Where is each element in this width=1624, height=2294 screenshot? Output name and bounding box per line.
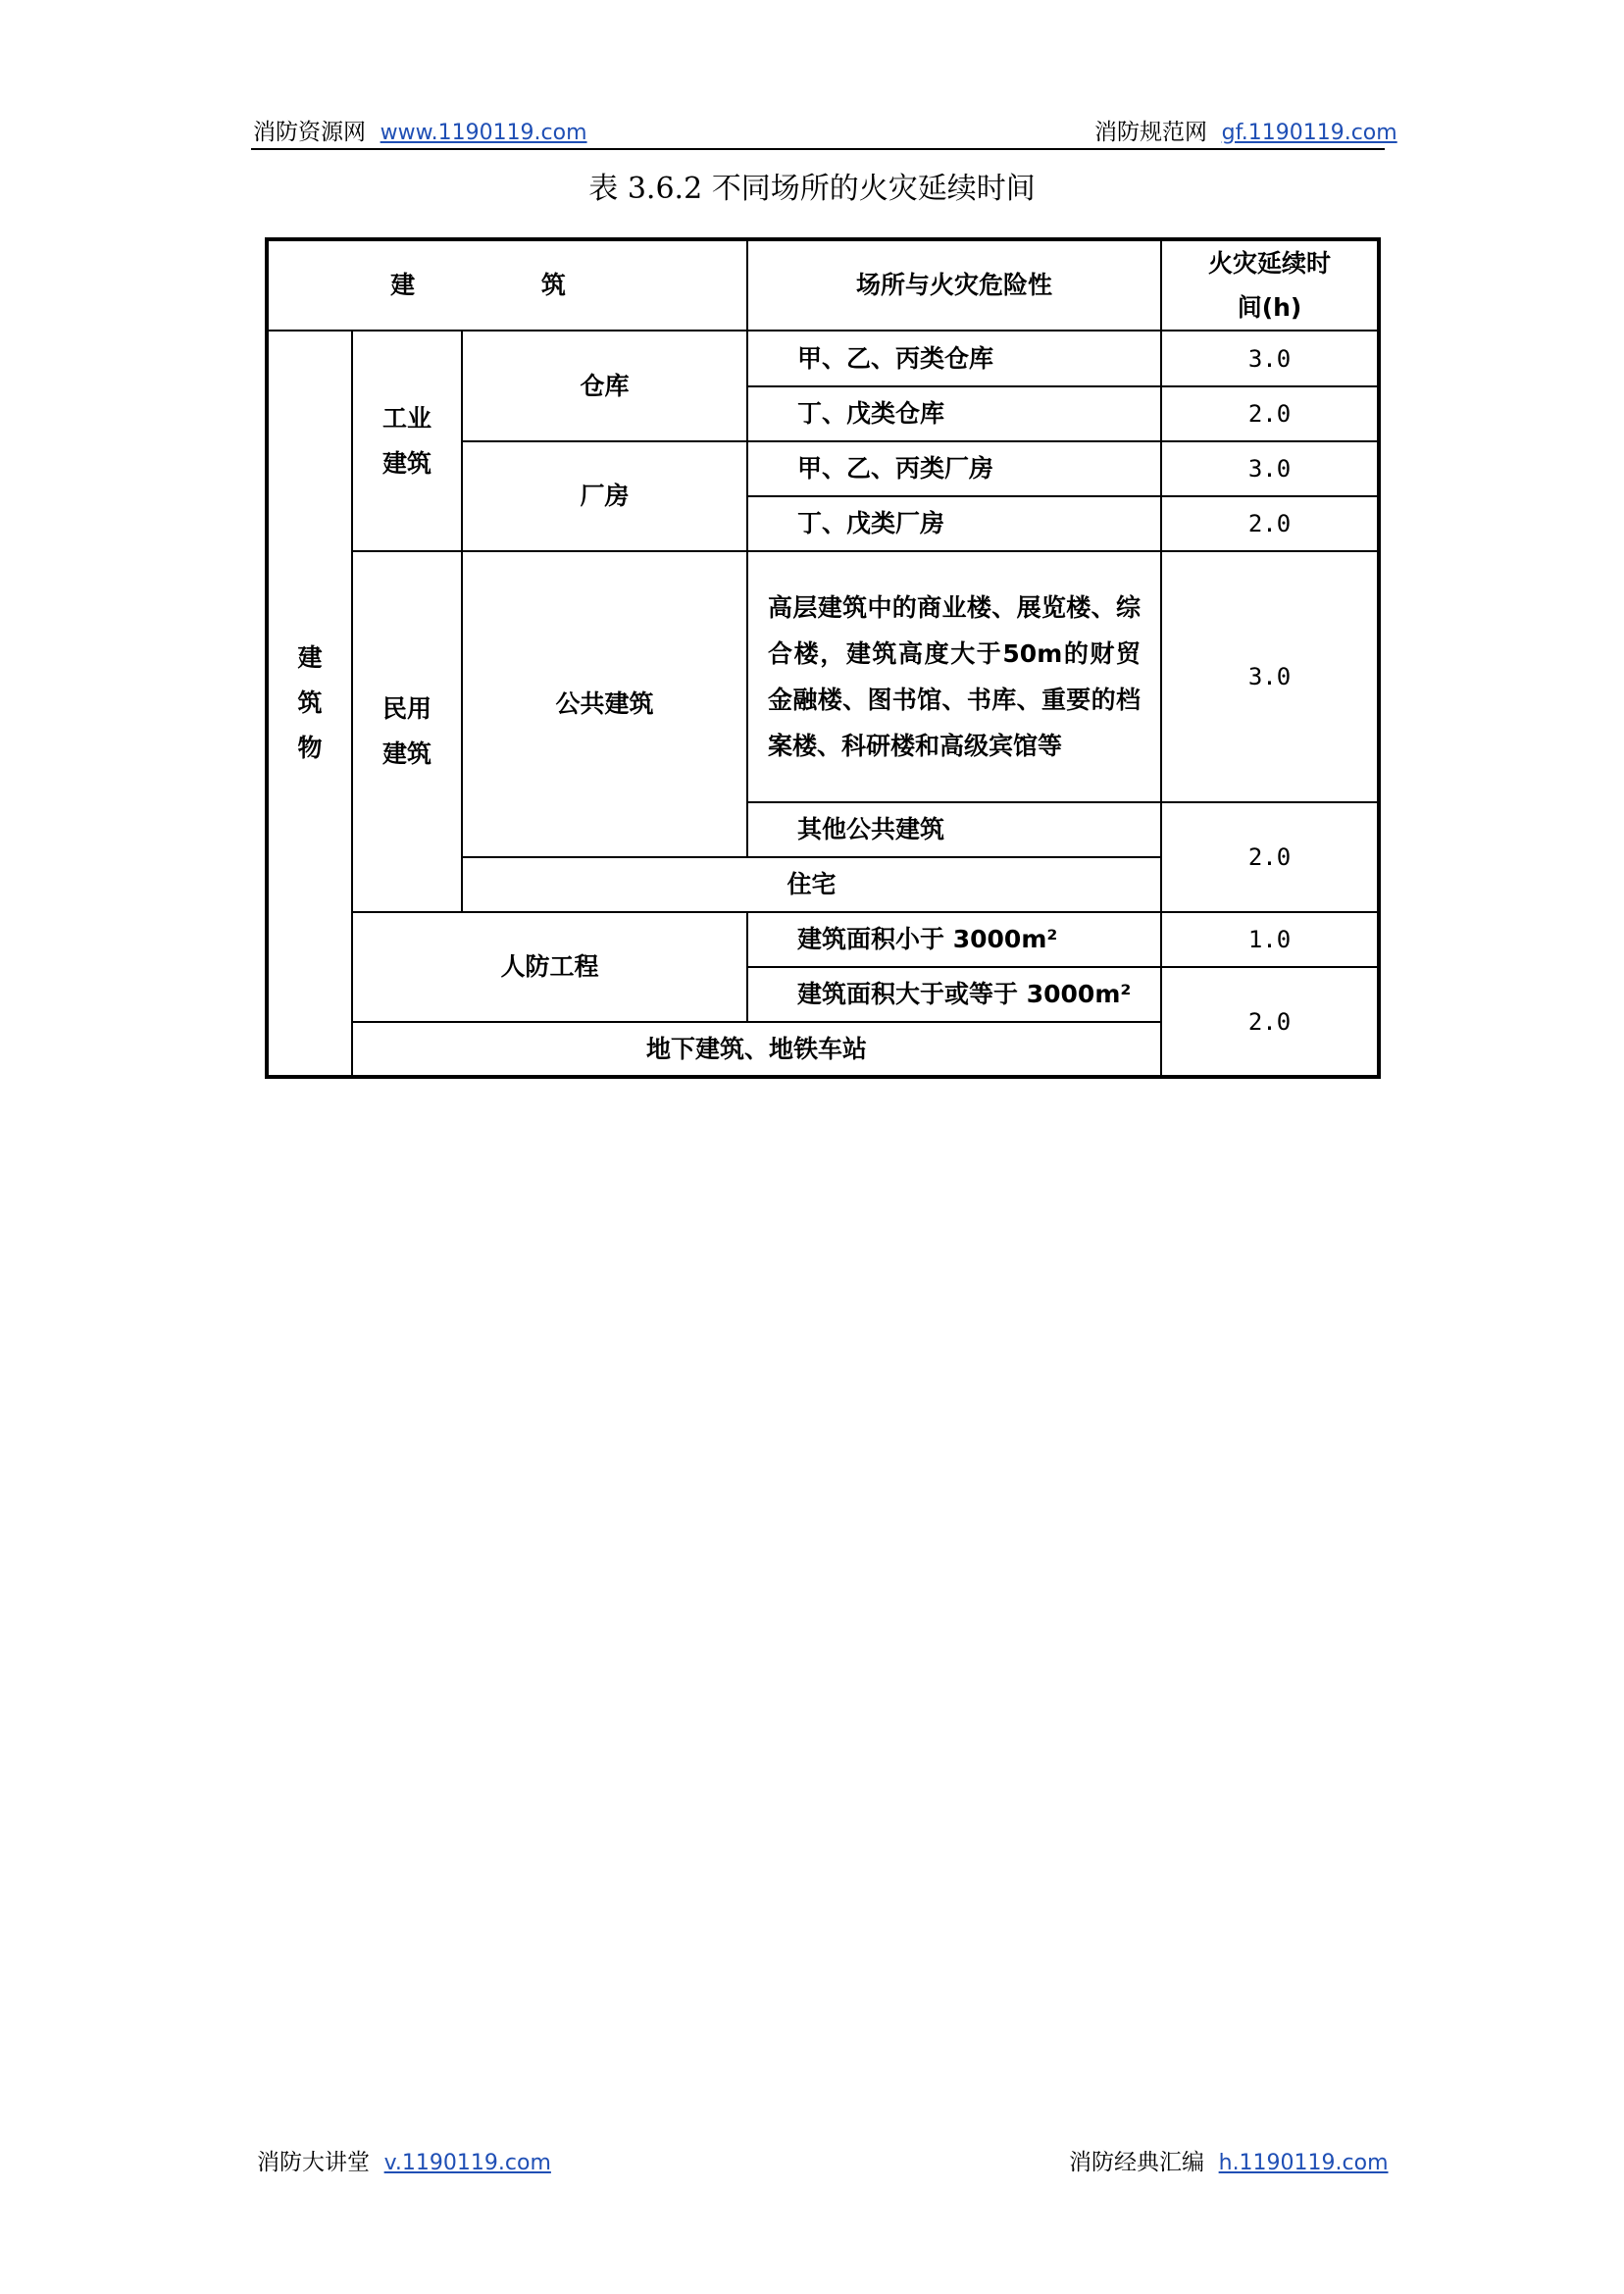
header-left-site-name: 消防资源网: [253, 120, 366, 145]
footer-left-site-name: 消防大讲堂: [257, 2150, 370, 2175]
civil-defense-small-value: 1.0: [1161, 912, 1379, 967]
warehouse-abc-cell: 甲、乙、丙类仓库: [747, 331, 1161, 386]
civil-defense-large-value: 2.0: [1161, 967, 1379, 1077]
factory-de-cell: 丁、戊类厂房: [747, 496, 1161, 551]
footer-left-link[interactable]: v.1190119.com: [383, 2151, 551, 2175]
table-row: [267, 912, 1379, 967]
warehouse-de-cell: 丁、戊类仓库: [747, 386, 1161, 441]
warehouse-abc-value: 3.0: [1161, 331, 1379, 386]
other-residential-value: 2.0: [1161, 802, 1379, 912]
header-right-site-name: 消防规范网: [1094, 120, 1207, 145]
header-left: [253, 118, 587, 148]
header-duration: 火灾延续时间(h): [1161, 239, 1379, 331]
footer-left: [257, 2148, 551, 2178]
civil-building-cell: 民用建筑: [352, 551, 462, 912]
table-row: [267, 331, 1379, 386]
table-title: 表 3.6.2 不同场所的火灾延续时间: [588, 172, 1036, 206]
factory-de-value: 2.0: [1161, 496, 1379, 551]
public-other-cell: 其他公共建筑: [747, 802, 1161, 857]
header-place: 场所与火灾危险性: [747, 239, 1161, 331]
public-high-cell: 高层建筑中的商业楼、展览楼、综合楼，建筑高度大于50m的财贸金融楼、图书馆、书库、重要的档案楼、科研楼和高级宾馆等: [747, 551, 1161, 802]
header-building: 建 筑: [267, 239, 747, 331]
factory-abc-cell: 甲、乙、丙类厂房: [747, 441, 1161, 496]
warehouse-de-value: 2.0: [1161, 386, 1379, 441]
public-high-value: 3.0: [1161, 551, 1379, 802]
civil-defense-cell: 人防工程: [352, 912, 747, 1022]
factory-abc-value: 3.0: [1161, 441, 1379, 496]
header-rule: [251, 148, 1385, 150]
footer-right-site-name: 消防经典汇编: [1069, 2150, 1204, 2175]
group-building-cell: 建筑物: [267, 331, 352, 1077]
header-right: [1094, 118, 1397, 148]
footer-right: [1069, 2148, 1389, 2178]
factory-cell: 厂房: [462, 441, 747, 551]
header-right-link[interactable]: gf.1190119.com: [1221, 121, 1397, 145]
residential-cell: 住宅: [462, 857, 1161, 912]
fire-duration-table: [265, 237, 1381, 1079]
industrial-building-cell: 工业建筑: [352, 331, 462, 551]
civil-defense-small-cell: 建筑面积小于 3000m²: [747, 912, 1161, 967]
table-header-row: [267, 239, 1379, 331]
warehouse-cell: 仓库: [462, 331, 747, 441]
header-left-link[interactable]: www.1190119.com: [380, 121, 587, 145]
underground-cell: 地下建筑、地铁车站: [352, 1022, 1161, 1077]
table-row: [267, 551, 1379, 802]
public-building-cell: 公共建筑: [462, 551, 747, 857]
footer-right-link[interactable]: h.1190119.com: [1218, 2151, 1389, 2175]
civil-defense-large-cell: 建筑面积大于或等于 3000m²: [747, 967, 1161, 1022]
